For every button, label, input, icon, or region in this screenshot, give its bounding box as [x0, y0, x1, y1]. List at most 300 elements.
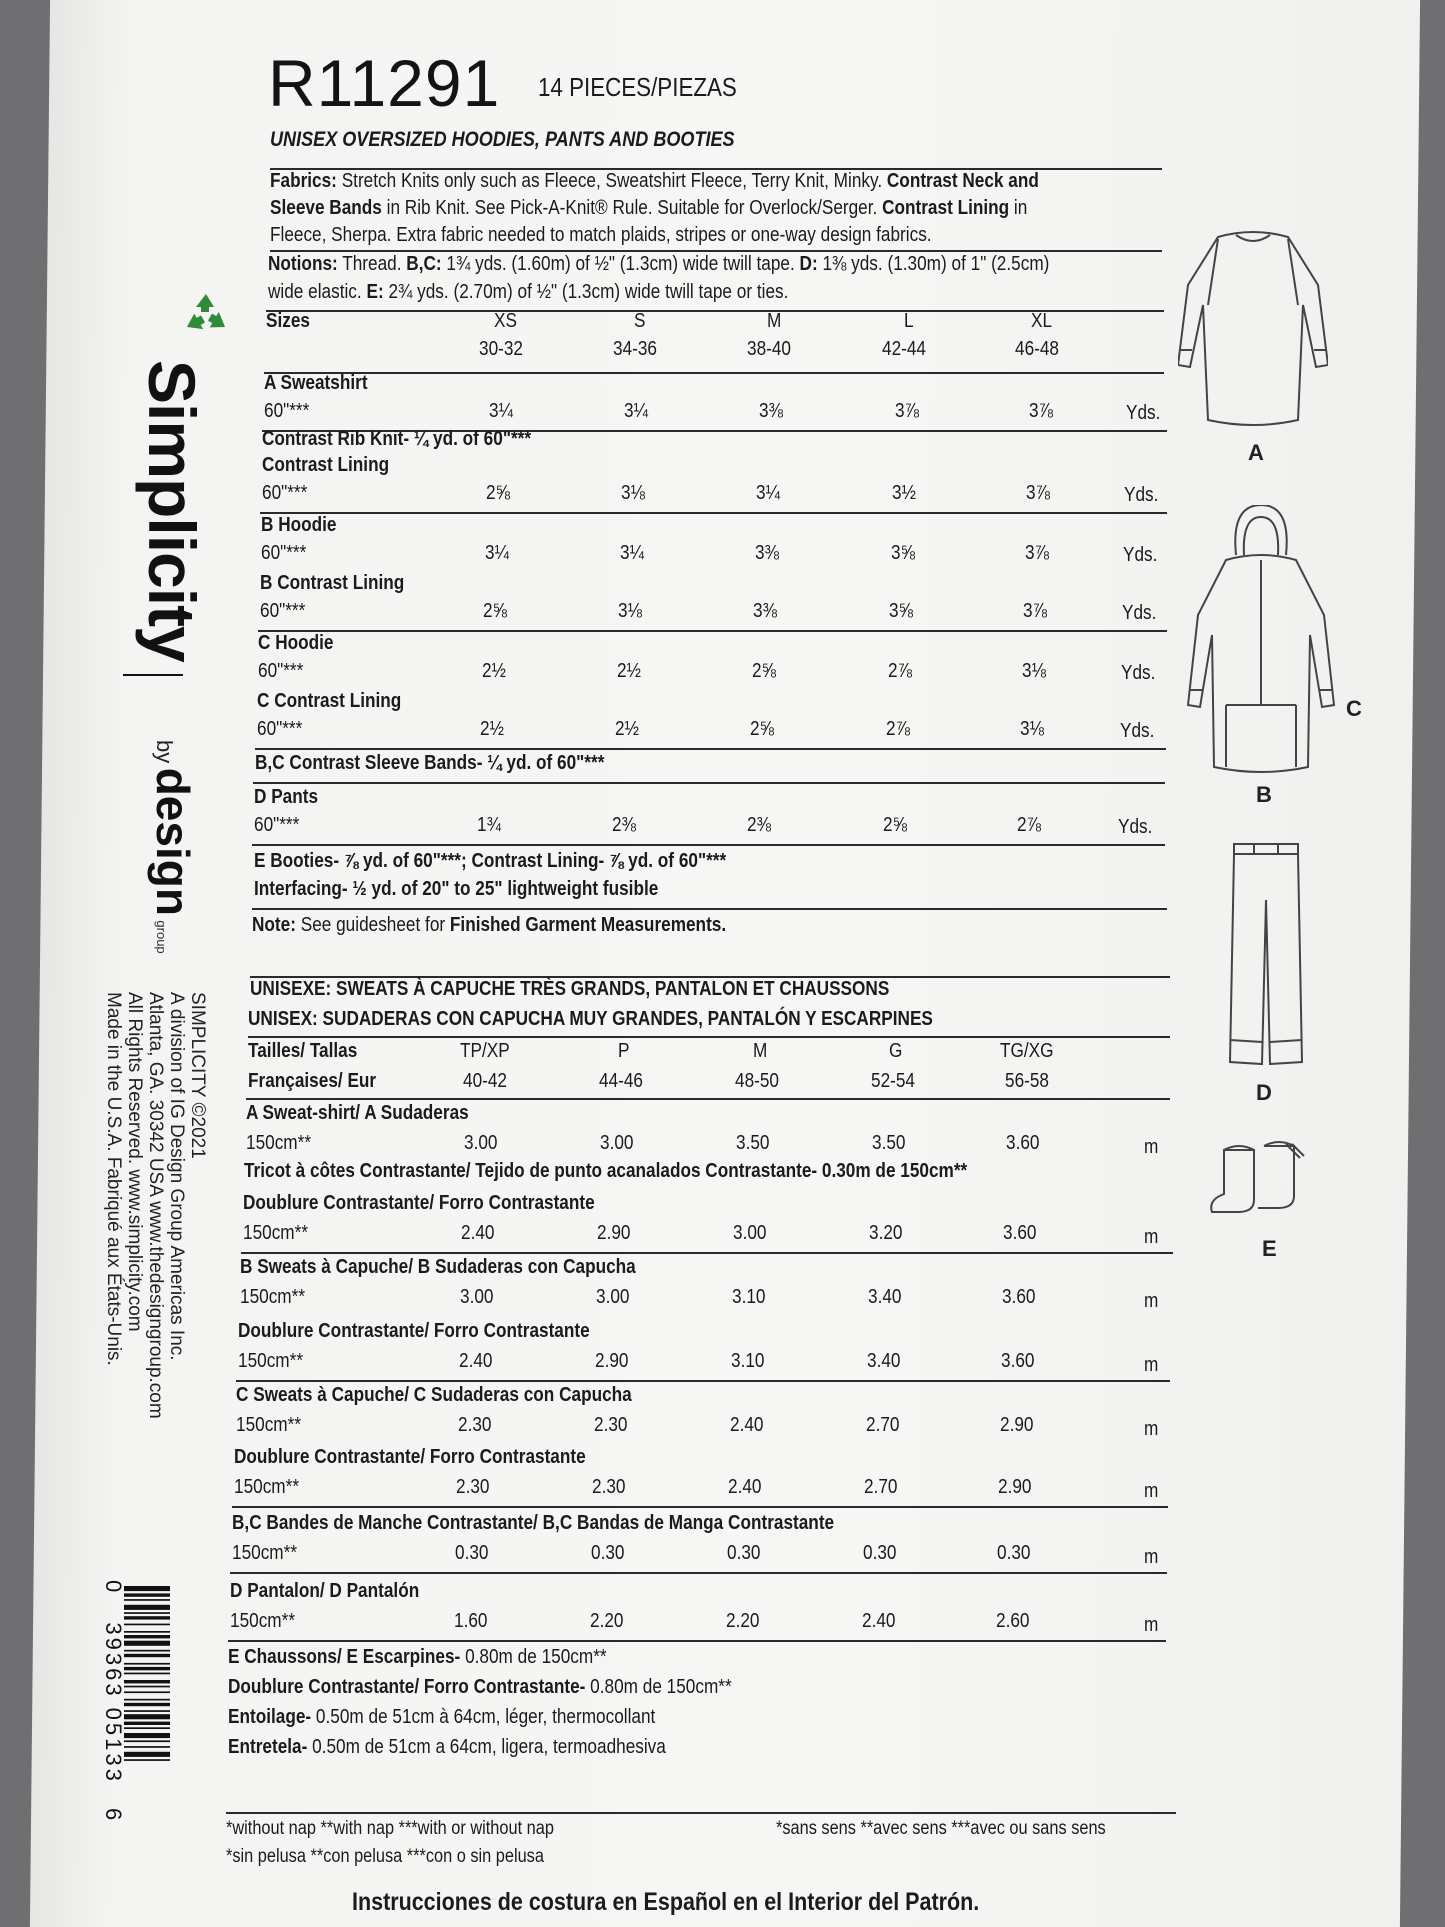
us-unit — [1123, 544, 1163, 567]
us-row-width — [258, 660, 311, 683]
notions-text-5: 2¾ yds. (2.70m) of ½" (1.3cm) wide twill tape or ties. — [383, 281, 789, 303]
eu-cell — [432, 1414, 522, 1437]
eu-size-header-text: TP/XP — [460, 1040, 510, 1062]
entoilage-label: Entoilage- — [228, 1706, 312, 1728]
us-cell — [861, 482, 951, 505]
us-cell — [581, 814, 671, 837]
fabrics-text-3: Fleece, Sherpa. Extra fabric needed to match plaids, stripes or one-way design fabrics. — [270, 224, 932, 246]
interfacing-line — [254, 878, 724, 901]
us-row-width — [261, 542, 314, 565]
eu-sizes-label — [248, 1040, 375, 1063]
eu-cell — [710, 1132, 800, 1155]
eu-size-range — [852, 1070, 942, 1093]
us-cell — [728, 400, 818, 423]
us-cell-text: 2½ — [616, 660, 641, 682]
eu-cell-text: 3.00 — [595, 1286, 630, 1308]
us-cell-text: 3⅜ — [754, 542, 779, 564]
eu-size-header-text: G — [889, 1040, 903, 1062]
rule — [248, 1036, 1170, 1038]
figure-e-booties — [1208, 1138, 1318, 1218]
booties-text: E Booties- ⅞ yd. of 60"***; Contrast Lining- ⅞ yd. of 60"*** — [254, 850, 727, 872]
title-es — [248, 1008, 1044, 1031]
size-range — [728, 338, 818, 361]
eu-unit-text: m — [1144, 1480, 1159, 1502]
us-cell — [860, 542, 950, 565]
us-cell-text: 2⅜ — [747, 814, 772, 836]
eu-cell — [976, 1286, 1066, 1309]
entoilage-line — [228, 1706, 725, 1729]
us-row-label — [264, 372, 384, 395]
eu-cell-text: 2.90 — [998, 1476, 1032, 1498]
barcode-bar — [124, 1654, 170, 1657]
eu-unit-text: m — [1144, 1136, 1159, 1158]
us-unit-text: Yds. — [1118, 816, 1153, 838]
eu-cell — [836, 1610, 926, 1633]
notions-text-4: wide elastic. — [268, 281, 367, 303]
us-cell-text: 3⅞ — [1023, 600, 1048, 622]
us-row-label-text: B Hoodie — [261, 514, 337, 536]
us-cell — [590, 482, 680, 505]
pieces-text: 14 PIECES/PIEZAS — [538, 72, 737, 102]
barcode-bar — [124, 1746, 170, 1748]
us-cell-text: 3¼ — [619, 542, 644, 564]
eu-row-label-text: B Sweats à Capuche/ B Sudaderas con Capucha — [240, 1256, 636, 1278]
eu-cell-text: 2.20 — [725, 1610, 760, 1632]
eu-row-width — [230, 1610, 306, 1633]
eu-ranges-label — [248, 1070, 397, 1093]
eu-e-lining — [228, 1676, 814, 1699]
us-row-width — [254, 814, 307, 837]
eu-cell — [428, 1610, 518, 1633]
us-cell-text: 2⅞ — [887, 660, 912, 682]
us-unit-text: Yds. — [1124, 484, 1159, 506]
us-cell — [719, 718, 809, 741]
us-row-width — [262, 482, 315, 505]
fabrics-contrast: Contrast Neck and — [886, 170, 1039, 192]
eu-size-range-text: 56-58 — [1005, 1070, 1050, 1092]
eu-cell-text: 2.30 — [456, 1476, 490, 1498]
footnote-en — [226, 1818, 607, 1840]
publisher-line: Made in the U.S.A. Fabriqué aux États-Unis. — [103, 992, 124, 1366]
eu-size-range-text: 48-50 — [735, 1070, 780, 1092]
eu-size-header — [580, 1040, 670, 1063]
eu-unit — [1144, 1354, 1161, 1377]
note-line — [252, 914, 803, 937]
eu-size-header-text: TG/XG — [999, 1040, 1054, 1062]
barcode-bar — [124, 1616, 170, 1619]
eu-unit-text: m — [1144, 1290, 1159, 1312]
eu-row-label — [238, 1320, 647, 1343]
size-header — [596, 310, 686, 333]
eu-cell — [978, 1222, 1068, 1245]
us-cell — [995, 482, 1085, 505]
size-range-text: 30-32 — [479, 338, 524, 360]
eu-cell — [840, 1414, 930, 1437]
barcode-bar — [124, 1650, 170, 1652]
us-cell — [449, 718, 539, 741]
us-row-width-text: 60"*** — [258, 660, 304, 682]
size-range-text: 38-40 — [747, 338, 792, 360]
eu-cell-text: 0.30 — [727, 1542, 761, 1564]
barcode-bar — [124, 1624, 170, 1626]
us-row-width — [257, 718, 310, 741]
barcode-bar — [124, 1667, 170, 1670]
us-cell — [991, 660, 1081, 683]
barcode-lead: 0 — [101, 1580, 126, 1593]
eu-row-label-text: Doublure Contrastante/ Forro Contrastante — [243, 1192, 595, 1214]
rule — [255, 748, 1166, 750]
us-unit-text: Yds. — [1121, 662, 1156, 684]
sizes-label — [266, 310, 317, 333]
us-row-label-text: C Hoodie — [258, 632, 334, 654]
eu-unit — [1144, 1226, 1161, 1249]
eu-unit — [1144, 1614, 1161, 1637]
us-cell — [852, 814, 942, 837]
us-row-label — [254, 786, 328, 809]
interfacing-text: Interfacing- ½ yd. of 20" to 25" lightweight fusible — [254, 878, 659, 900]
eu-row-width-text: 150cm** — [240, 1286, 306, 1308]
us-cell-text: 3½ — [892, 482, 917, 504]
publisher-line: SIMPLICITY ©2021 — [187, 992, 208, 1159]
notions-e: E: — [366, 281, 384, 303]
barcode-bar — [124, 1612, 170, 1614]
eu-cell — [705, 1350, 795, 1373]
eu-cell-text: 3.40 — [867, 1286, 902, 1308]
eu-cell — [702, 1542, 792, 1565]
us-cell — [589, 542, 679, 565]
eu-row-label-text: B,C Bandes de Manche Contrastante/ B,C Bandas de Manga Contrastante — [232, 1512, 835, 1534]
us-cell — [584, 718, 674, 741]
eu-row-label-text: A Sweat-shirt/ A Sudaderas — [246, 1102, 469, 1124]
us-cell-text: 2½ — [481, 660, 506, 682]
us-cell — [998, 400, 1088, 423]
size-range — [863, 338, 953, 361]
barcode-bar — [124, 1593, 170, 1596]
barcode-number: 39363 05133 — [101, 1622, 126, 1784]
footnote-fr-text: *sans sens **avec sens ***avec ou sans sens — [776, 1818, 1106, 1839]
us-cell-text: 2⅞ — [886, 718, 911, 740]
figure-a-sweatshirt — [1178, 225, 1328, 440]
eu-ranges-label-text: Françaises/ Eur — [248, 1070, 377, 1092]
eu-cell — [838, 1542, 928, 1565]
size-range-text: 42-44 — [882, 338, 927, 360]
us-row-label — [258, 632, 346, 655]
fabrics-text-2: in Rib Knit. See Pick-A-Knit® Rule. Suitable for Overlock/Serger. — [381, 197, 883, 219]
us-cell — [864, 400, 954, 423]
size-range — [594, 338, 684, 361]
notions-d: D: — [799, 253, 818, 275]
entoilage-text: 0.50m de 51cm à 64cm, léger, thermocollant — [311, 1706, 656, 1728]
barcode-bar — [124, 1680, 170, 1683]
size-header-text: S — [634, 310, 646, 332]
eu-e-lining-label: Doublure Contrastante/ Forro Contrastante- — [228, 1676, 586, 1698]
barcode-bar — [124, 1733, 170, 1738]
us-cell-text: 3⅞ — [1029, 400, 1054, 422]
eu-size-header-text: P — [618, 1040, 630, 1062]
us-row-label-text: B Contrast Lining — [260, 572, 405, 594]
eu-cell-text: 3.00 — [463, 1132, 498, 1154]
size-range-text: 46-48 — [1015, 338, 1060, 360]
us-cell — [986, 814, 1076, 837]
us-unit-text: Yds. — [1126, 402, 1161, 424]
eu-row-label — [244, 1160, 1085, 1183]
size-header — [998, 310, 1088, 333]
us-cell-text: 2⅝ — [486, 482, 511, 504]
eu-cell — [839, 1476, 929, 1499]
pieces-count — [538, 72, 769, 103]
notions-text: Thread. — [337, 253, 407, 275]
us-row-width-text: 60"*** — [261, 542, 307, 564]
eu-cell-text: 3.50 — [735, 1132, 770, 1154]
figure-label-b: B — [1256, 782, 1272, 807]
entretela-line — [228, 1736, 737, 1759]
us-cell — [855, 718, 945, 741]
eu-cell-text: 1.60 — [453, 1610, 488, 1632]
us-cell — [721, 660, 811, 683]
us-cell-text: 3⅞ — [1024, 542, 1049, 564]
eu-row-label — [236, 1384, 696, 1407]
rule — [252, 908, 1167, 910]
size-header — [730, 310, 820, 333]
eu-cell-text: 3.00 — [733, 1222, 767, 1244]
fabrics-block — [270, 168, 1270, 249]
rule — [246, 1098, 1170, 1100]
title-fr-text: UNISEXE: SWEATS À CAPUCHE TRÈS GRANDS, PANTALON ET CHAUSSONS — [250, 978, 890, 1000]
eu-row-label — [234, 1446, 643, 1469]
eu-cell — [841, 1350, 931, 1373]
eu-cell — [706, 1286, 796, 1309]
us-cell — [716, 814, 806, 837]
us-cell-text: 3⅛ — [621, 482, 646, 504]
brand-by: by — [152, 740, 177, 764]
size-range — [996, 338, 1086, 361]
booties-line — [254, 850, 803, 873]
us-cell-text: 2⅝ — [483, 600, 508, 622]
us-cell-text: 2½ — [615, 718, 640, 740]
eu-cell — [972, 1542, 1062, 1565]
us-row-width-text: 60"*** — [264, 400, 310, 422]
eu-cell-text: 3.00 — [459, 1286, 494, 1308]
us-unit-text: Yds. — [1122, 602, 1157, 624]
eu-cell — [568, 1414, 658, 1437]
fabrics-sleeve: Sleeve Bands — [270, 197, 382, 219]
brand-design: design — [147, 767, 199, 916]
us-cell — [593, 400, 683, 423]
eu-cell — [430, 1542, 520, 1565]
eu-cell-text: 2.40 — [729, 1414, 764, 1436]
eu-row-label-text: Tricot à côtes Contrastante/ Tejido de punto acanalados Contrastante- 0.30m de 150cm** — [244, 1160, 968, 1182]
us-unit — [1120, 720, 1160, 743]
eu-cell-text: 3.60 — [1005, 1132, 1040, 1154]
fabrics-text: Stretch Knits only such as Fleece, Sweatshirt Fleece, Terry Knit, Minky. — [341, 170, 887, 192]
barcode-trail: 6 — [101, 1807, 126, 1821]
eu-cell-text: 2.90 — [999, 1414, 1034, 1436]
us-cell — [858, 600, 948, 623]
figure-label-a: A — [1248, 440, 1264, 465]
us-row-label — [260, 572, 428, 595]
rule — [226, 1812, 1176, 1814]
us-unit-text: Yds. — [1123, 544, 1158, 566]
barcode-bar — [124, 1752, 170, 1757]
eu-cell-text: 2.30 — [457, 1414, 492, 1436]
title-fr — [250, 978, 993, 1001]
eu-cell-text: 0.30 — [591, 1542, 625, 1564]
eu-unit — [1144, 1546, 1161, 1569]
barcode-bar — [124, 1586, 170, 1591]
figure-label-e: E — [1262, 1236, 1277, 1261]
pattern-code: R11291 — [268, 46, 501, 120]
barcode-bar — [124, 1703, 170, 1706]
eu-row-width — [240, 1286, 316, 1309]
rule — [241, 1252, 1173, 1254]
us-cell — [992, 600, 1082, 623]
us-unit — [1124, 484, 1164, 507]
eu-row-width — [243, 1222, 319, 1245]
eu-unit — [1144, 1290, 1161, 1313]
us-cell — [454, 542, 544, 565]
rule — [253, 782, 1165, 784]
size-header-text: XL — [1030, 310, 1052, 332]
eu-cell-text: 2.90 — [597, 1222, 631, 1244]
entretela-label: Entretela- — [228, 1736, 308, 1758]
footnote-en-text: *without nap **with nap ***with or without nap — [226, 1818, 554, 1839]
us-cell-text: 3¼ — [489, 400, 514, 422]
us-cell — [452, 600, 542, 623]
eu-row-label — [230, 1580, 450, 1603]
us-unit — [1126, 402, 1166, 425]
us-cell — [451, 660, 541, 683]
eu-cell — [975, 1350, 1065, 1373]
eu-row-label — [240, 1256, 700, 1279]
eu-row-label — [232, 1512, 932, 1535]
us-cell-text: 3⅜ — [753, 600, 778, 622]
eu-sizes-label-text: Tailles/ Tallas — [248, 1040, 358, 1062]
title-en — [270, 128, 810, 152]
eu-unit — [1144, 1136, 1161, 1159]
rule — [264, 372, 1164, 374]
us-cell-text: 2⅝ — [750, 718, 775, 740]
barcode-bar — [124, 1722, 170, 1725]
eu-cell — [844, 1222, 934, 1245]
barcode-bar — [124, 1599, 170, 1601]
us-cell — [458, 400, 548, 423]
eu-cell — [846, 1132, 936, 1155]
eu-unit-text: m — [1144, 1354, 1159, 1376]
note-label: Note: — [252, 914, 296, 936]
brand-divider — [123, 674, 183, 676]
eu-cell — [566, 1542, 656, 1565]
notions-block — [268, 250, 1268, 306]
notions-text-2: 1¾ yds. (1.60m) of ½" (1.3cm) wide twill tape. — [441, 253, 800, 275]
us-row-width-text: 60"*** — [260, 600, 306, 622]
eu-row-label-text: D Pantalon/ D Pantalón — [230, 1580, 420, 1602]
us-cell-text: 3¼ — [484, 542, 509, 564]
us-cell — [989, 718, 1079, 741]
us-row-label — [255, 752, 661, 775]
barcode-bar — [124, 1631, 170, 1633]
publisher-info — [103, 992, 208, 1419]
barcode-bar — [124, 1740, 170, 1742]
eu-cell-text: 3.10 — [730, 1350, 765, 1372]
publisher-line: All Rights Reserved. www.simplicity.com — [124, 992, 145, 1332]
eu-cell-text: 2.40 — [728, 1476, 762, 1498]
rule — [230, 1572, 1167, 1574]
us-row-label — [262, 428, 575, 451]
us-cell-text: 3⅞ — [895, 400, 920, 422]
eu-cell — [842, 1286, 932, 1309]
us-row-label-text: D Pants — [254, 786, 319, 808]
eu-cell-text: 2.60 — [995, 1610, 1030, 1632]
eu-row-width — [238, 1350, 314, 1373]
figure-label-c: C — [1346, 696, 1362, 721]
footnote-es — [226, 1846, 596, 1868]
us-row-width-text: 60"*** — [254, 814, 300, 836]
size-header — [462, 310, 552, 333]
eu-row-width-text: 150cm** — [236, 1414, 302, 1436]
us-cell-text: 3⅞ — [1026, 482, 1051, 504]
eu-cell — [703, 1476, 793, 1499]
us-cell-text: 3⅛ — [1020, 718, 1045, 740]
barcode-bar — [124, 1686, 170, 1688]
us-cell-text: 3⅝ — [890, 542, 915, 564]
brand-group: group — [154, 920, 169, 954]
eu-cell-text: 3.10 — [731, 1286, 766, 1308]
us-cell-text: 1¾ — [477, 814, 502, 836]
us-row-width — [264, 400, 317, 423]
eu-row-width-text: 150cm** — [246, 1132, 312, 1154]
us-cell-text: 3⅝ — [889, 600, 914, 622]
eu-cell-text: 2.30 — [592, 1476, 626, 1498]
spanish-note-text: Instrucciones de costura en Español en el Interior del Patrón. — [352, 1888, 980, 1916]
publisher-line: Atlanta, GA. 30342 USA www.thedesigngroup.com — [145, 992, 166, 1419]
us-row-width-text: 60"*** — [262, 482, 308, 504]
eu-cell-text: 2.30 — [593, 1414, 628, 1436]
eu-cell — [980, 1132, 1070, 1155]
figure-b-c-hoodie — [1186, 505, 1336, 775]
us-row-label-text: Contrast Lining — [262, 454, 390, 476]
eu-unit — [1144, 1418, 1161, 1441]
barcode-bar — [124, 1663, 170, 1665]
us-unit-text: Yds. — [1120, 720, 1155, 742]
eu-cell — [436, 1222, 526, 1245]
eu-cell — [708, 1222, 798, 1245]
us-cell-text: 3⅛ — [618, 600, 643, 622]
eu-cell-text: 0.30 — [997, 1542, 1031, 1564]
eu-cell — [574, 1132, 664, 1155]
eu-row-width — [232, 1542, 308, 1565]
eu-cell-text: 3.40 — [866, 1350, 901, 1372]
eu-cell-text: 3.00 — [599, 1132, 634, 1154]
rule — [252, 844, 1165, 846]
us-cell — [857, 660, 947, 683]
fabrics-lining: Contrast Lining — [882, 197, 1010, 219]
eu-cell — [970, 1610, 1060, 1633]
eu-cell — [973, 1476, 1063, 1499]
footnote-es-text: *sin pelusa **con pelusa ***con o sin pelusa — [226, 1846, 544, 1867]
eu-row-label — [243, 1192, 652, 1215]
eu-cell-text: 2.40 — [458, 1350, 493, 1372]
eu-cell — [438, 1132, 528, 1155]
size-header — [865, 310, 955, 333]
eu-cell — [433, 1350, 523, 1373]
eu-cell-text: 3.60 — [1000, 1350, 1035, 1372]
eu-row-width-text: 150cm** — [230, 1610, 296, 1632]
us-cell-text: 3⅛ — [1021, 660, 1046, 682]
eu-size-range-text: 44-46 — [599, 1070, 644, 1092]
us-cell — [587, 600, 677, 623]
eu-row-label-text: Doublure Contrastante/ Forro Contrastante — [234, 1446, 586, 1468]
eu-size-range — [444, 1070, 534, 1093]
